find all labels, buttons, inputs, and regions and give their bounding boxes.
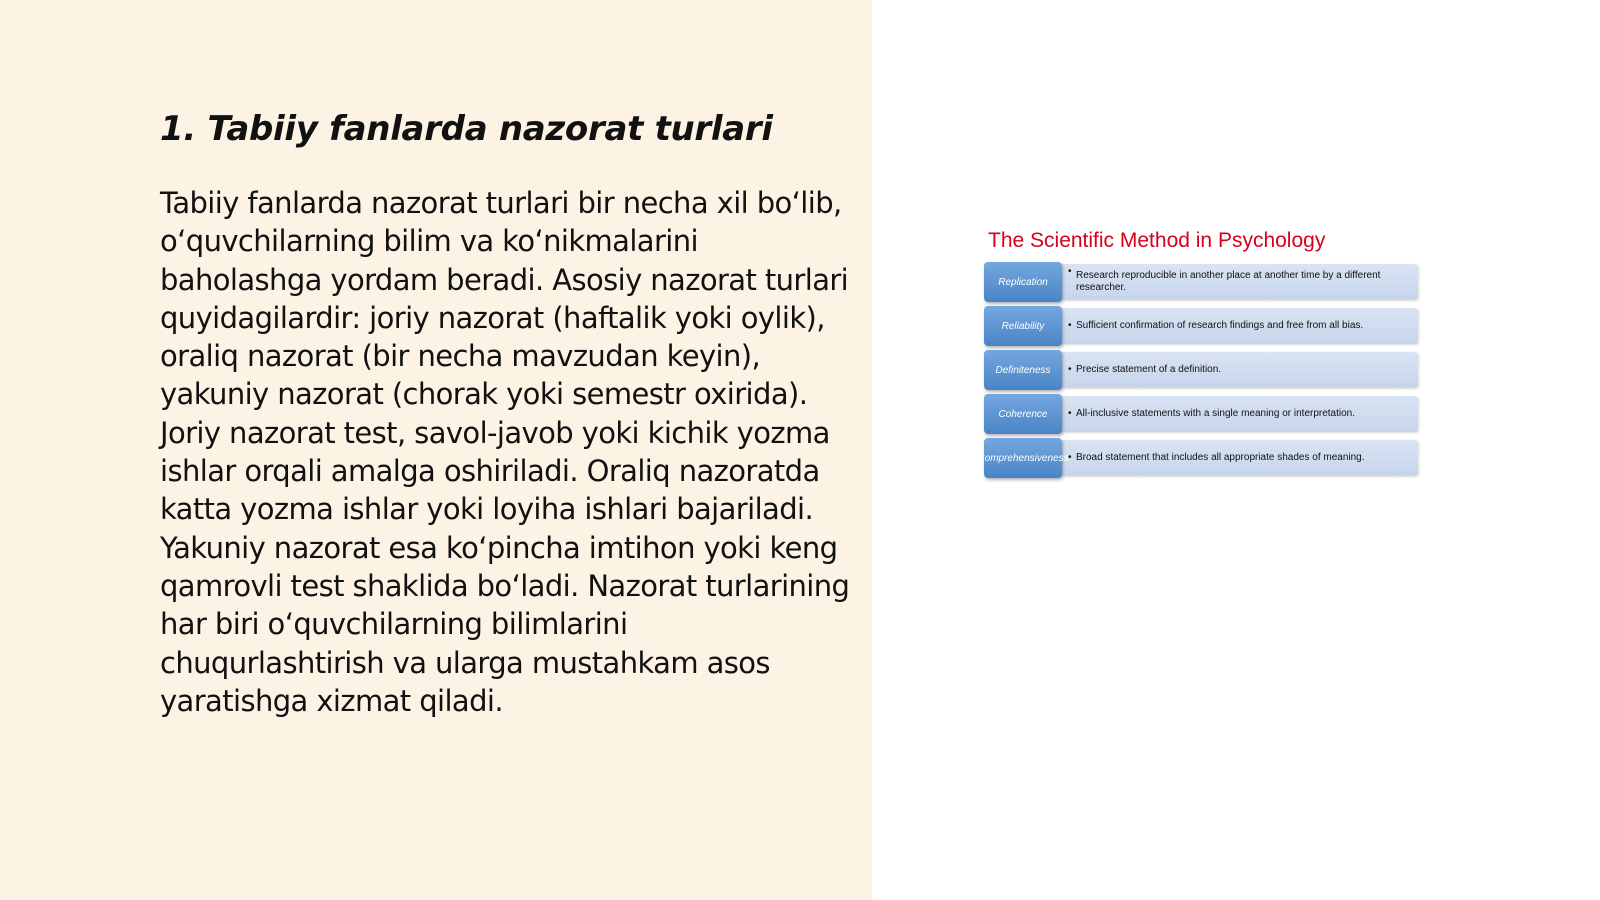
figure-title: The Scientific Method in Psychology [988,229,1326,252]
row-label: Reliability [984,306,1062,346]
figure-row-reliability [984,306,1418,346]
bullet-icon: • [1068,320,1072,331]
figure-row-coherence [984,394,1418,434]
row-description [1068,350,1402,390]
bullet-icon: • [1068,266,1072,277]
bullet-icon: • [1068,408,1072,419]
scientific-method-figure [977,224,1418,476]
figure-row-comprehensiveness [977,438,1418,478]
slide-title: 1. Tabiiy fanlarda nazorat turlari [160,109,773,149]
row-label: Replication [984,262,1062,302]
row-description [1068,262,1402,302]
row-description [1068,394,1402,434]
row-description [1068,306,1402,346]
row-text: Research reproducible in another place at another time by a different researcher. [1076,270,1381,293]
row-text: Precise statement of a definition. [1076,364,1222,375]
row-text: Broad statement that includes all appropriate shades of meaning. [1076,452,1365,463]
row-label: Comprehensiveness [984,438,1062,478]
row-text: Sufficient confirmation of research findings and free from all bias. [1076,320,1364,331]
bullet-icon: • [1068,364,1072,375]
figure-row-replication [984,262,1418,302]
row-label: Definiteness [984,350,1062,390]
row-label: Coherence [984,394,1062,434]
bullet-icon: • [1068,452,1072,463]
row-description [1068,438,1402,478]
slide-body-text: Tabiiy fanlarda nazorat turlari bir necha xil bo‘lib, o‘quvchilarning bilim va ko‘nikmalarini baholashga yordam beradi. Asosiy nazorat turlari quyidagilardir: joriy nazorat (haftalik yoki oylik), oraliq nazorat (bir necha mavzudan keyin), yakuniy nazorat (chorak yoki semestr oxirida). Joriy nazorat test, savol-javob yoki kichik yozma ishlar orqali amalga oshiriladi. Oraliq nazoratda katta yozma ishlar yoki loyiha ishlari bajariladi. Yakuniy nazorat esa ko‘pincha imtihon yoki keng qamrovli test shaklida bo‘ladi. Nazorat turlarining har biri o‘quvchilarning bilimlarini chuqurlashtirish va ularga mustahkam asos yaratishga xizmat qiladi. [160,186,850,718]
row-text: All-inclusive statements with a single meaning or interpretation. [1076,408,1356,419]
figure-row-definiteness [984,350,1418,390]
